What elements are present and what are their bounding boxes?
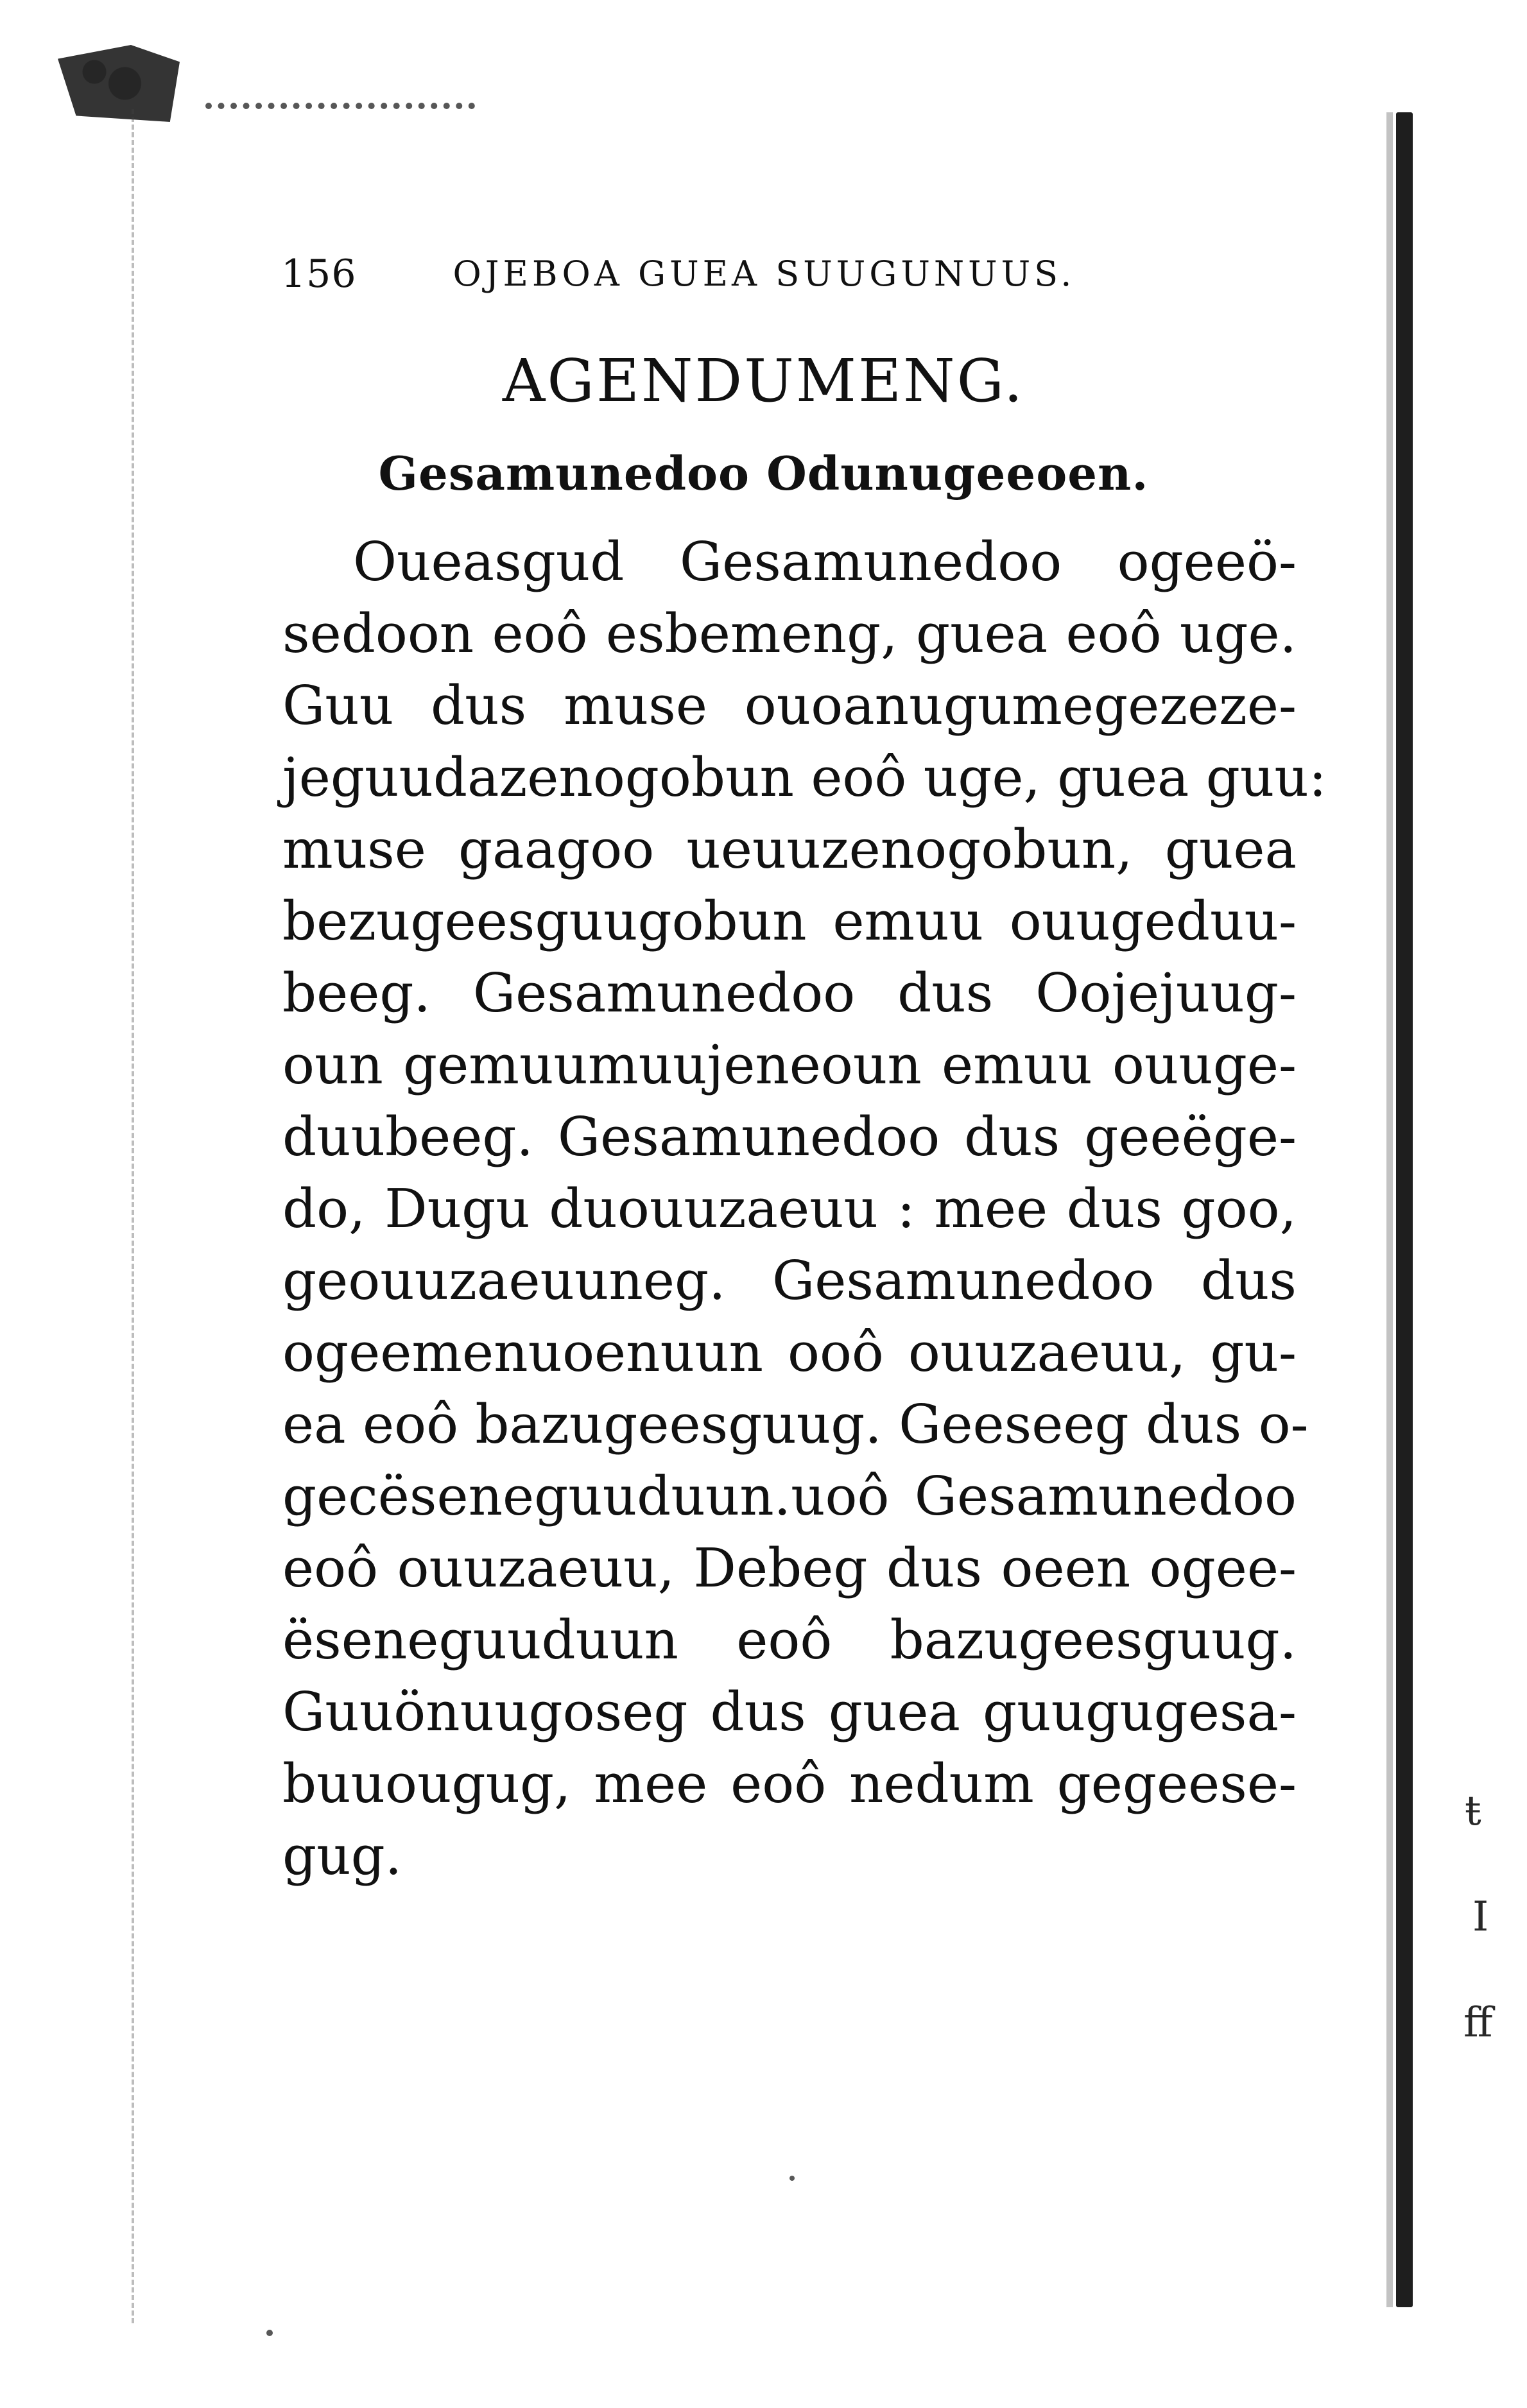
- text-line: Guuönuugoseg dus guea guugugesa-: [282, 1681, 1297, 1743]
- text-line: Guu dus muse ouoanugumegezeze-: [282, 675, 1297, 737]
- text-line: bezugeesguugobun emuu ouugeduu-: [282, 890, 1297, 952]
- text-line: oun gemuumuujeneoun emuu ouuge-: [282, 1034, 1297, 1096]
- text-line: eoô ouuzaeuu, Debeg dus oeen ogee-: [282, 1537, 1297, 1599]
- text-line: gecëseneguuduun.uoô Gesamunedoo: [282, 1465, 1297, 1527]
- section-title: AGENDUMENG.: [502, 347, 1025, 415]
- running-head: OJEBOA GUEA SUUGUNUUS.: [453, 254, 1076, 294]
- section-subtitle: Gesamunedoo Odunugeeoen.: [378, 446, 1149, 501]
- scan-stain: [58, 45, 180, 122]
- text-line: duubeeg. Gesamunedoo dus geeëge-: [282, 1106, 1297, 1168]
- text-line: ogeemenuoenuun ooô ouuzaeuu, gu-: [282, 1321, 1297, 1384]
- text-line: beeg. Gesamunedoo dus Oojejuug-: [282, 962, 1297, 1024]
- margin-mark: ff: [1463, 1999, 1493, 2047]
- text-line: Oueasgud Gesamunedoo ogeeö-: [353, 531, 1297, 593]
- text-line: ea eoô bazugeesguug. Geeseeg dus o-: [282, 1393, 1309, 1456]
- right-margin-rule-thin: [1386, 112, 1393, 2307]
- text-line: sedoon eoô esbemeng, guea eoô uge.: [282, 603, 1297, 665]
- scan-dot: [789, 2176, 795, 2181]
- right-margin-rule: [1396, 112, 1413, 2307]
- page-header: [281, 252, 1372, 297]
- text-line: buuougug, mee eoô nedum gegeese-: [282, 1753, 1297, 1815]
- left-margin-rule: [132, 109, 134, 2323]
- text-line: ëseneguuduun eoô bazugeesguug.: [282, 1609, 1297, 1671]
- text-line: muse gaagoo ueuuzenogobun, guea: [282, 818, 1297, 881]
- scan-dot: [266, 2330, 273, 2336]
- body-text: [282, 526, 1327, 1892]
- page-number: 156: [281, 252, 357, 297]
- top-dotted-mark: [205, 103, 475, 116]
- text-line: geouuzaeuuneg. Gesamunedoo dus: [282, 1250, 1297, 1312]
- text-line: gug.: [282, 1825, 402, 1887]
- margin-mark: ŧ: [1465, 1787, 1481, 1835]
- text-line: do, Dugu duouuzaeuu : mee dus goo,: [282, 1178, 1297, 1240]
- margin-mark: I: [1472, 1893, 1489, 1941]
- text-line: jeguudazenogobun eoô uge, guea guu:: [282, 746, 1327, 809]
